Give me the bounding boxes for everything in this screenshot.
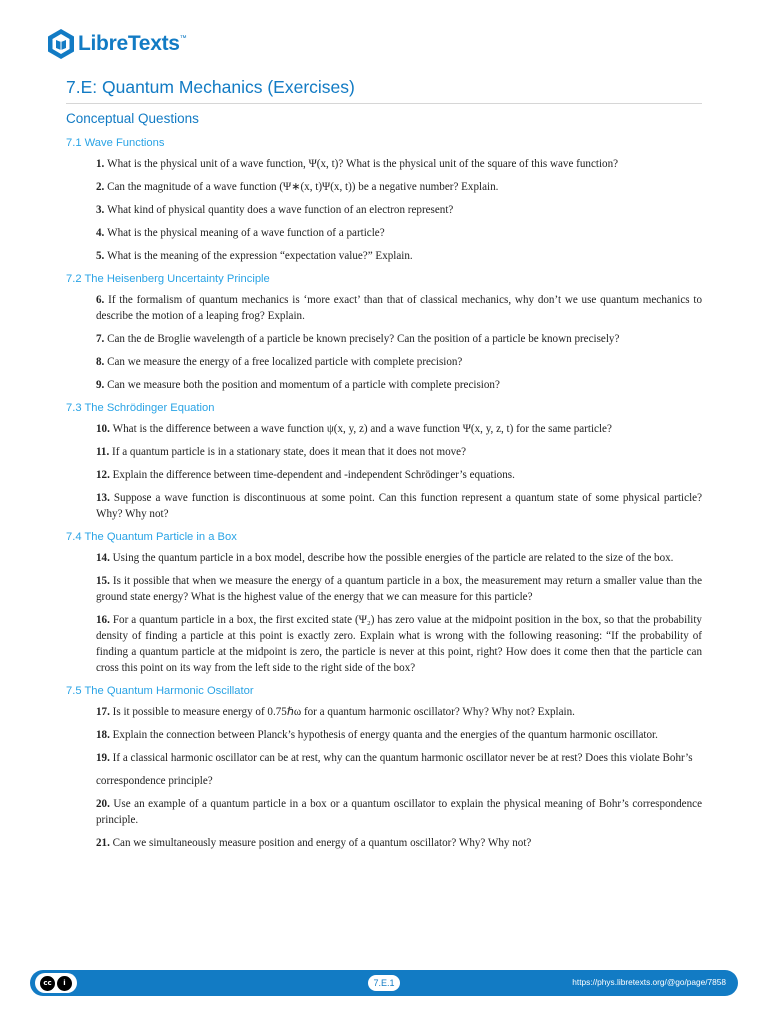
question-number: 6. — [96, 294, 105, 306]
question-number: 2. — [96, 181, 105, 193]
question-text: Can the magnitude of a wave function (Ψ∗(x, t)Ψ(x, t)) be a negative number? Explain. — [107, 181, 499, 193]
section-heading[interactable]: 7.5 The Quantum Harmonic Oscillator — [66, 685, 254, 697]
question-text: Explain the connection between Planck’s hypothesis of energy quanta and the energies of the quantum harmonic oscillator. — [112, 729, 658, 741]
question-item — [96, 750, 702, 766]
exercise-section — [66, 531, 702, 676]
question-item — [96, 444, 702, 460]
question-number: 12. — [96, 469, 110, 481]
question-number: 16. — [96, 614, 110, 626]
question-number: 19. — [96, 752, 110, 764]
question-item — [96, 225, 702, 241]
question-number: 8. — [96, 356, 105, 368]
question-text: Is it possible to measure energy of 0.75ℏω for a quantum harmonic oscillator? Why? Why not? Explain. — [112, 706, 575, 718]
footer-bar — [30, 970, 738, 996]
question-text: Use an example of a quantum particle in a box or a quantum oscillator to explain the physical meaning of Bohr’s correspondence principle. — [96, 798, 702, 826]
logo-trademark: ™ — [179, 35, 187, 42]
by-icon: i — [57, 976, 72, 991]
question-item — [96, 156, 702, 172]
libretexts-logo-icon — [46, 28, 76, 60]
question-text: Is it possible that when we measure the energy of a quantum particle in a box, the measurement may return a smaller value than the ground state energy? What is the highest value of the energy that we can measure for this particle? — [96, 575, 702, 603]
question-number: 20. — [96, 798, 110, 810]
question-text: Explain the difference between time-dependent and -independent Schrödinger’s equations. — [112, 469, 515, 481]
question-item — [96, 704, 702, 720]
libretexts-logo[interactable] — [46, 26, 187, 62]
question-text: Using the quantum particle in a box model, describe how the possible energies of the particle are related to the size of the box. — [112, 552, 674, 564]
question-text: What is the physical unit of a wave function, Ψ(x, t)? What is the physical unit of the square of this wave function? — [107, 158, 619, 170]
question-number: 5. — [96, 250, 105, 262]
question-number: 1. — [96, 158, 105, 170]
question-item — [96, 354, 702, 370]
question-item — [96, 202, 702, 218]
section-heading[interactable]: 7.3 The Schrödinger Equation — [66, 402, 215, 414]
question-item — [96, 550, 702, 566]
question-text: Can we simultaneously measure position and energy of a quantum oscillator? Why? Why not? — [112, 837, 532, 849]
question-item — [96, 179, 702, 195]
question-text: What kind of physical quantity does a wave function of an electron represent? — [107, 204, 454, 216]
question-number: 3. — [96, 204, 105, 216]
question-item — [96, 421, 702, 437]
question-item — [96, 248, 702, 264]
question-text: What is the meaning of the expression “expectation value?” Explain. — [107, 250, 413, 262]
question-text: If a quantum particle is in a stationary state, does it mean that it does not move? — [112, 446, 467, 458]
exercise-section — [66, 402, 702, 522]
logo-text: LibreTexts — [78, 32, 180, 55]
question-number: 14. — [96, 552, 110, 564]
question-number: 11. — [96, 446, 110, 458]
page-number-badge: 7.E.1 — [368, 975, 400, 991]
question-item — [96, 331, 702, 347]
exercise-section — [66, 273, 702, 393]
question-text: What is the physical meaning of a wave function of a particle? — [107, 227, 385, 239]
cc-icon: cc — [40, 976, 55, 991]
question-number: 21. — [96, 837, 110, 849]
page-url-link[interactable]: https://phys.libretexts.org/@go/page/7858 — [572, 977, 726, 987]
question-item — [96, 573, 702, 605]
question-number: 17. — [96, 706, 110, 718]
question-number: 4. — [96, 227, 105, 239]
section-heading[interactable]: 7.2 The Heisenberg Uncertainty Principle — [66, 273, 270, 285]
question-item — [96, 467, 702, 483]
page-title: 7.E: Quantum Mechanics (Exercises) — [66, 77, 702, 104]
question-text: Can we measure both the position and momentum of a particle with complete precision? — [107, 379, 500, 391]
cc-license-badge[interactable] — [35, 973, 77, 993]
question-number: 18. — [96, 729, 110, 741]
question-text: Suppose a wave function is discontinuous at some point. Can this function represent a quantum state of some physical particle? Why? Why not? — [96, 492, 702, 520]
question-item — [96, 612, 702, 676]
exercise-content — [66, 137, 702, 860]
question-item — [96, 292, 702, 324]
question-text: Can the de Broglie wavelength of a particle be known precisely? Can the position of a particle be known precisely? — [107, 333, 620, 345]
question-text: If the formalism of quantum mechanics is ‘more exact’ than that of classical mechanics, why don’t we use quantum mechanics to describe the motion of a leaping frog? Explain. — [96, 294, 702, 322]
question-item — [96, 773, 702, 789]
section-heading[interactable]: 7.1 Wave Functions — [66, 137, 165, 149]
question-number: 15. — [96, 575, 110, 587]
question-number: 7. — [96, 333, 105, 345]
question-text: What is the difference between a wave function ψ(x, y, z) and a wave function Ψ(x, y, z, t) for the same particle? — [112, 423, 612, 435]
question-number: 9. — [96, 379, 105, 391]
question-item — [96, 377, 702, 393]
question-text: If a classical harmonic oscillator can be at rest, why can the quantum harmonic oscillator never be at rest? Does this violate Bohr’s — [112, 752, 693, 764]
question-item — [96, 796, 702, 828]
section-heading[interactable]: 7.4 The Quantum Particle in a Box — [66, 531, 237, 543]
section-subtitle: Conceptual Questions — [66, 111, 199, 126]
question-item — [96, 835, 702, 851]
question-number: 13. — [96, 492, 110, 504]
question-text: Can we measure the energy of a free localized particle with complete precision? — [107, 356, 463, 368]
exercise-section — [66, 685, 702, 851]
question-item — [96, 490, 702, 522]
question-item — [96, 727, 702, 743]
question-text: For a quantum particle in a box, the first excited state (Ψ₂) has zero value at the midpoint position in the box, so that the probability density of finding a particle at this point is exactly zero. Explain what is wrong with the following reasoning: “If the probability of finding a quantum particle at the midpoint is zero, the particle is never at this point, right? How does it come then that the particle can cross this point on its way from the left side to the right side of the box? — [96, 614, 702, 674]
question-text: correspondence principle? — [96, 775, 213, 787]
question-number: 10. — [96, 423, 110, 435]
exercise-section — [66, 137, 702, 264]
